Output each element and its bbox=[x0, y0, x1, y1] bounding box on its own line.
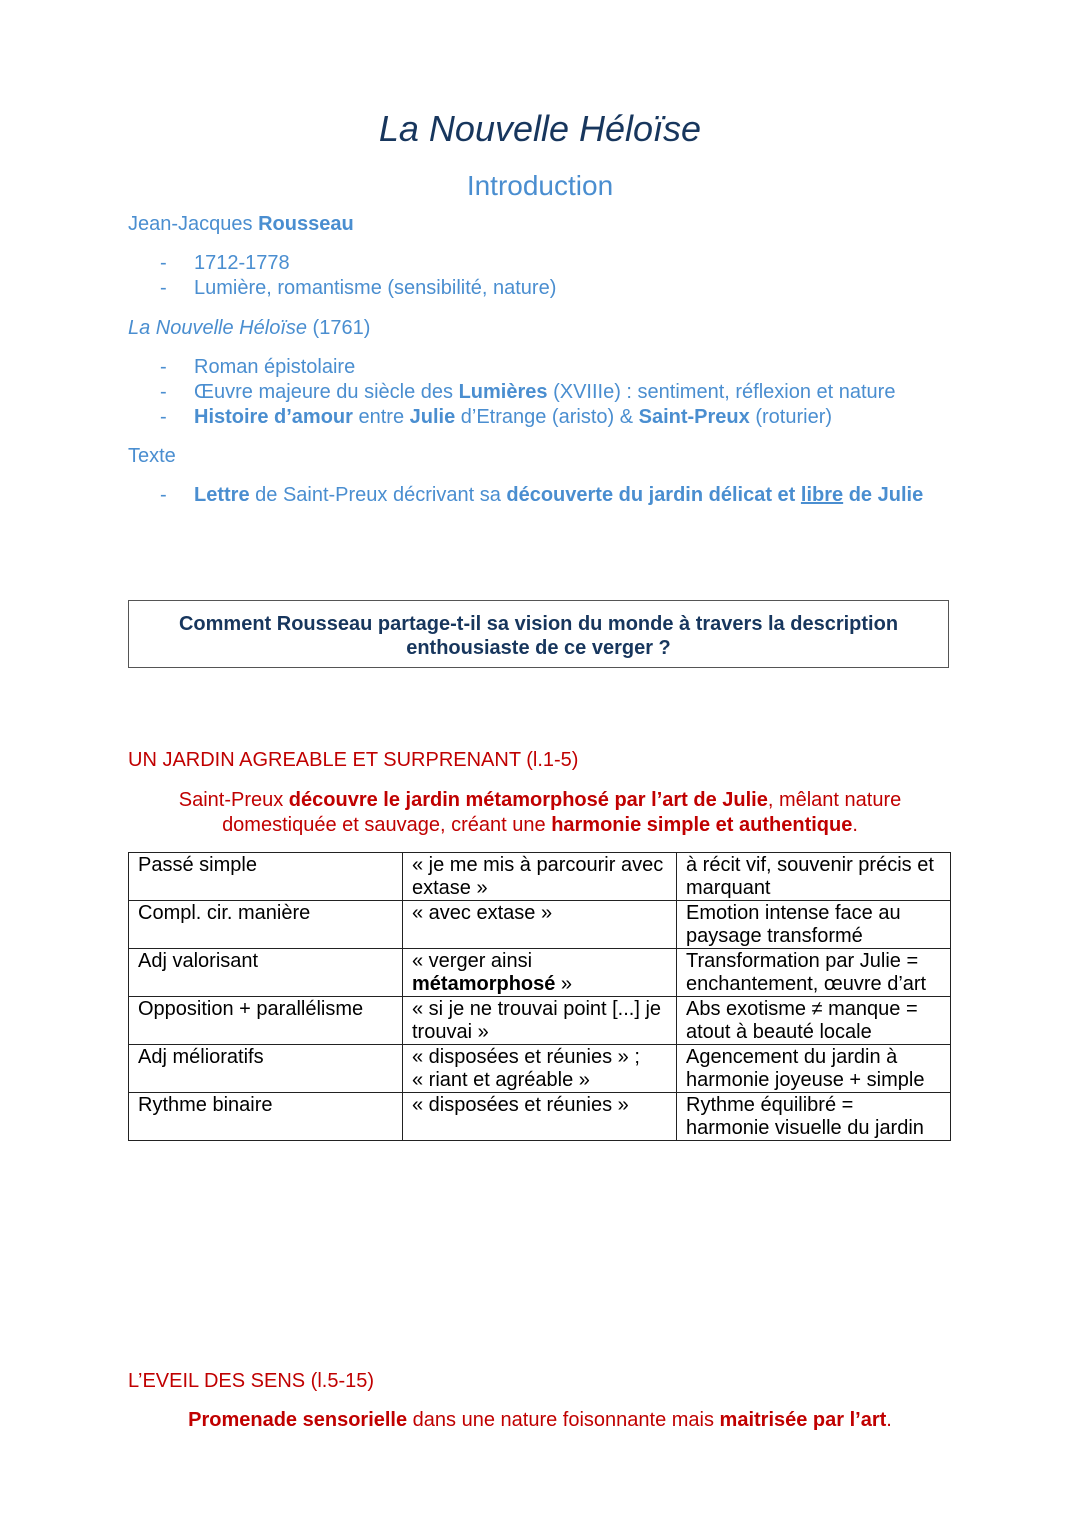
table-cell: Abs exotisme ≠ manque = atout à beauté locale bbox=[677, 997, 951, 1045]
list-item bbox=[0, 251, 1080, 276]
text-run-bold: Saint-Preux bbox=[638, 406, 750, 428]
bullet-dash: - bbox=[160, 484, 167, 506]
work-fact: Roman épistolaire bbox=[194, 356, 356, 378]
problematique-line: Comment Rousseau partage-t-il sa vision du monde à travers la description bbox=[178, 613, 899, 635]
text-run: « disposées et réunies » ; bbox=[412, 1046, 640, 1068]
list-item bbox=[0, 405, 1080, 430]
text-run: domestiquée et sauvage, créant une bbox=[222, 814, 552, 836]
bullet-dash: - bbox=[160, 252, 167, 274]
table-cell: Compl. cir. manière bbox=[129, 901, 403, 949]
table-row bbox=[129, 949, 951, 997]
list-item bbox=[0, 355, 1080, 380]
work-fact bbox=[194, 380, 895, 405]
author-fact: Lumière, romantisme (sensibilité, nature) bbox=[194, 277, 557, 299]
text-run: , mêlant nature bbox=[767, 789, 902, 811]
document-title: La Nouvelle Héloïse bbox=[378, 108, 702, 149]
text-run: entre bbox=[352, 406, 410, 428]
text-run-bold: Lettre bbox=[194, 484, 250, 506]
summary-line bbox=[0, 788, 1080, 813]
table-cell: « disposées et réunies » bbox=[403, 1093, 677, 1141]
table-cell: Transformation par Julie = enchantement, œuvre d’art bbox=[677, 949, 951, 997]
table-row bbox=[129, 1093, 951, 1141]
text-run: « riant et agréable » bbox=[412, 1069, 590, 1091]
text-run-bold: découvre le jardin métamorphosé par l’art de Julie bbox=[288, 789, 768, 811]
section-summary bbox=[0, 788, 1080, 838]
text-run: dans une nature foisonnante mais bbox=[407, 1409, 720, 1431]
text-run-underlined: libre bbox=[800, 484, 844, 506]
text-run: Œuvre majeure du siècle des bbox=[194, 381, 459, 403]
table-cell: Rythme équilibré = harmonie visuelle du jardin bbox=[677, 1093, 951, 1141]
table-cell: Passé simple bbox=[129, 853, 403, 901]
bullet-dash: - bbox=[160, 406, 167, 428]
work-title: La Nouvelle Héloïse bbox=[128, 317, 307, 339]
text-run-bold: Promenade sensorielle bbox=[188, 1409, 408, 1431]
text-run: Saint-Preux bbox=[178, 789, 289, 811]
text-run-bold: Histoire d’amour bbox=[194, 406, 353, 428]
text-run-bold: Julie bbox=[409, 406, 456, 428]
text-run: (XVIIIe) : sentiment, réflexion et nature bbox=[547, 381, 896, 403]
table-row bbox=[129, 901, 951, 949]
text-run-bold: harmonie simple et authentique bbox=[551, 814, 853, 836]
text-run: » bbox=[555, 973, 573, 995]
table-cell bbox=[403, 1045, 677, 1093]
text-heading: Texte bbox=[128, 445, 176, 467]
text-run: . bbox=[886, 1409, 892, 1431]
section-heading: UN JARDIN AGREABLE ET SURPRENANT (l.1-5) bbox=[128, 749, 579, 771]
section-heading: L’EVEIL DES SENS (l.5-15) bbox=[128, 1370, 375, 1392]
author-first: Jean-Jacques bbox=[128, 213, 259, 235]
list-item bbox=[0, 380, 1080, 405]
table-cell: Adj mélioratifs bbox=[129, 1045, 403, 1093]
table-row bbox=[129, 997, 951, 1045]
table-cell: Agencement du jardin à harmonie joyeuse + simple bbox=[677, 1045, 951, 1093]
author-last: Rousseau bbox=[258, 213, 354, 235]
table-cell: « je me mis à parcourir avec extase » bbox=[403, 853, 677, 901]
list-item bbox=[0, 276, 1080, 301]
author-heading bbox=[128, 212, 354, 237]
analysis-table bbox=[128, 852, 951, 1141]
text-run-bold: de Julie bbox=[843, 484, 924, 506]
document-subtitle: Introduction bbox=[466, 170, 614, 201]
table-cell: Adj valorisant bbox=[129, 949, 403, 997]
text-run: (roturier) bbox=[749, 406, 833, 428]
table-cell: Emotion intense face au paysage transformé bbox=[677, 901, 951, 949]
bullet-dash: - bbox=[160, 277, 167, 299]
summary-line bbox=[0, 813, 1080, 838]
table-row bbox=[129, 1045, 951, 1093]
table-cell: à récit vif, souvenir précis et marquant bbox=[677, 853, 951, 901]
work-heading bbox=[128, 316, 370, 341]
section-summary bbox=[0, 1408, 1080, 1433]
table-cell: « avec extase » bbox=[403, 901, 677, 949]
text-run: d’Etrange (aristo) & bbox=[455, 406, 639, 428]
text-run-bold: Lumières bbox=[458, 381, 548, 403]
text-run-bold: maitrisée par l’art bbox=[719, 1409, 887, 1431]
text-run-bold: découverte du jardin délicat et bbox=[506, 484, 801, 506]
work-fact bbox=[194, 405, 832, 430]
text-run: « verger ainsi bbox=[412, 950, 533, 972]
work-year: (1761) bbox=[307, 317, 371, 339]
problematique-line: enthousiaste de ce verger ? bbox=[406, 637, 671, 659]
table-cell: « si je ne trouvai point [...] je trouvai » bbox=[403, 997, 677, 1045]
author-fact: 1712-1778 bbox=[194, 252, 290, 274]
problematique-box bbox=[128, 600, 949, 668]
bullet-dash: - bbox=[160, 356, 167, 378]
table-cell bbox=[403, 949, 677, 997]
list-item bbox=[0, 483, 1080, 508]
text-fact bbox=[194, 483, 923, 508]
text-run: de Saint-Preux décrivant sa bbox=[249, 484, 507, 506]
text-run: . bbox=[852, 814, 858, 836]
table-cell: Rythme binaire bbox=[129, 1093, 403, 1141]
text-run-bold: métamorphosé bbox=[412, 973, 556, 995]
table-cell: Opposition + parallélisme bbox=[129, 997, 403, 1045]
bullet-dash: - bbox=[160, 381, 167, 403]
table-row bbox=[129, 853, 951, 901]
